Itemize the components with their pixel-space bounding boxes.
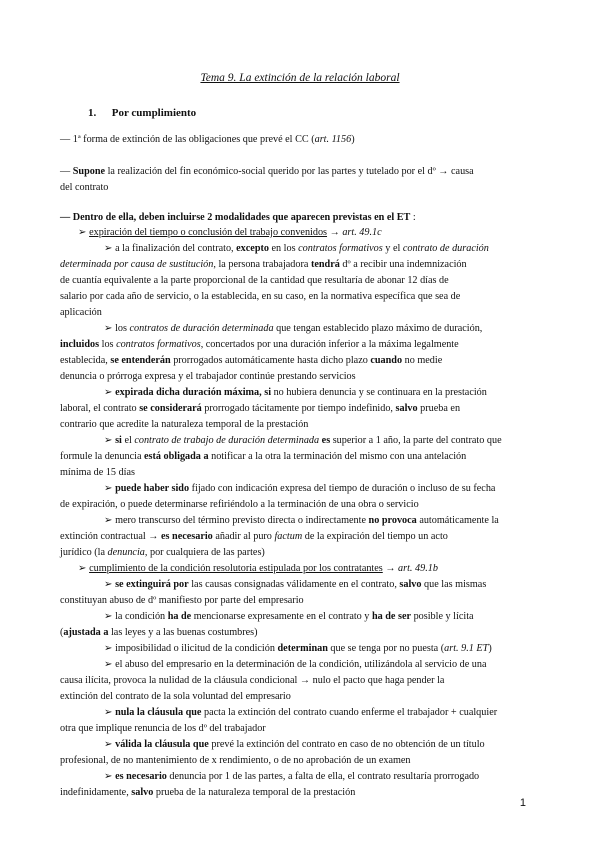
bullet-arrow-icon: ➢ xyxy=(78,227,90,238)
subbullet-si-contrato-l2 xyxy=(60,449,466,465)
subbullet-finalizacion xyxy=(104,241,489,257)
subbullet-contratos-l2 xyxy=(60,337,459,353)
text: ( xyxy=(60,627,64,638)
bold-term: determinan xyxy=(277,643,328,654)
subbullet-expirada-l3: contrario que acredite la naturaleza temporal de la prestación xyxy=(60,419,309,430)
paragraph-supone-cont: del contrato xyxy=(60,182,109,193)
text: formule la denuncia xyxy=(60,451,145,462)
text: las leyes y a las buenas costumbres) xyxy=(108,627,258,638)
subbullet-contratos xyxy=(104,321,482,337)
text: no hubiera denuncia y se continuara en la prestación xyxy=(271,387,487,398)
text: prorrogados automáticamente hasta dicho plazo xyxy=(170,355,371,366)
paragraph-modalidades xyxy=(60,210,416,226)
subbullet-puede-l2: de expiración, o puede determinarse refiriéndolo a la terminación de una obra o servicio xyxy=(60,499,419,510)
underlined-term: expiración del tiempo o conclusión del trabajo convenidos xyxy=(89,227,328,238)
subbullet-mero-l2 xyxy=(60,529,448,545)
subbullet-abuso-l2: causa ilícita, provoca la nulidad de la cláusula condicional → nulo el pacto que haga pender la xyxy=(60,675,445,686)
bold-term: si xyxy=(115,435,122,446)
subbullet-nula-l2: otra que implique renuncia de los dº del trabajador xyxy=(60,723,266,734)
bold-term: se considerará xyxy=(139,403,202,414)
text: posible y lícita xyxy=(411,611,474,622)
text: pacta la extinción del contrato cuando enferme el trabajador + cualquier xyxy=(201,707,498,718)
bold-term: nula la cláusula que xyxy=(115,707,202,718)
text: ) xyxy=(488,643,492,654)
text: : xyxy=(410,212,416,223)
bold-term: Supone xyxy=(72,166,106,177)
text: jurídico (la xyxy=(60,547,108,558)
bold-term: es necesario xyxy=(161,531,213,542)
article-ref: art. 49.1b xyxy=(398,563,438,574)
text: extinción contractual → xyxy=(60,531,161,542)
text: laboral, el contrato xyxy=(60,403,140,414)
bold-term: tendrá xyxy=(310,259,340,270)
text: prevé la extinción del contrato en caso de no obtención de un título xyxy=(208,739,485,750)
subbullet-contratos-l4: denuncia o prórroga expresa y el trabajador continúe prestando servicios xyxy=(60,371,356,382)
bold-term: salvo xyxy=(131,787,154,798)
text: la realización del fin económico-social querido por las partes y tutelado por el dº → causa xyxy=(105,166,474,177)
subbullet-extinguira-l2: constituyan abuso de dº manifiesto por parte del empresario xyxy=(60,595,304,606)
text: , por cualquiera de las partes) xyxy=(144,547,265,558)
text: prueba en xyxy=(417,403,461,414)
section-heading xyxy=(88,107,196,119)
bullet-condicion-resolutoria xyxy=(78,561,438,577)
text: , concertados por una duración inferior a la máxima legalmente xyxy=(200,339,459,350)
bold-term: cuando xyxy=(370,355,403,366)
text: de la expiración del tiempo un acto xyxy=(302,531,448,542)
text: ➢ xyxy=(104,739,116,750)
text: y el xyxy=(382,243,403,254)
bold-term: es necesario xyxy=(115,771,167,782)
bullet-arrow-icon: ➢ xyxy=(78,563,90,574)
text: , la persona trabajadora xyxy=(213,259,311,270)
text: ➢ la condición xyxy=(104,611,168,622)
italic-term: factum xyxy=(274,531,303,542)
subbullet-finalizacion-l3: de cuantía equivalente a la parte proporcional de la cantidad que resultaría de abonar 12 días de xyxy=(60,275,449,286)
section-number: 1. xyxy=(88,107,97,119)
text: dº a recibir una indemnización xyxy=(339,259,467,270)
article-ref: art. 49.1c xyxy=(342,227,382,238)
italic-term: determinada por causa de sustitución xyxy=(60,259,214,270)
text: ➢ xyxy=(104,579,116,590)
bold-term: — Dentro de ella, deben incluirse 2 modalidades que aparecen previstas en el ET xyxy=(60,212,411,223)
text: indefinidamente, xyxy=(60,787,132,798)
subbullet-finalizacion-l5: aplicación xyxy=(60,307,102,318)
text: → xyxy=(382,563,399,574)
italic-term: contrato de trabajo de duración determinada xyxy=(134,435,320,446)
text: → xyxy=(327,227,343,238)
bullet-expiracion xyxy=(78,225,382,241)
text: establecida, xyxy=(60,355,111,366)
subbullet-es-necesario xyxy=(104,769,479,785)
bold-term: excepto xyxy=(236,243,269,254)
bold-term: válida la cláusula que xyxy=(115,739,209,750)
subbullet-abuso-l3: extinción del contrato de la sola voluntad del empresario xyxy=(60,691,291,702)
bold-term: salvo xyxy=(395,403,418,414)
bold-term: está obligada a xyxy=(144,451,209,462)
italic-term: contratos de duración determinada xyxy=(129,323,274,334)
text: que tengan establecido plazo máximo de duración, xyxy=(273,323,483,334)
text: ➢ xyxy=(104,387,116,398)
text: ➢ los xyxy=(104,323,130,334)
text: ➢ xyxy=(104,435,116,446)
subbullet-es-necesario-l2 xyxy=(60,785,355,801)
italic-term: contrato de duración xyxy=(402,243,489,254)
subbullet-condicion-l2 xyxy=(60,625,258,641)
text: mencionarse expresamente en el contrato y xyxy=(191,611,372,622)
bold-term: es xyxy=(321,435,331,446)
text: denuncia por 1 de las partes, a falta de ella, el contrato resultaría prorrogado xyxy=(166,771,480,782)
italic-term: contratos formativos xyxy=(298,243,383,254)
underlined-term: cumplimiento de la condición resolutoria estipulada por los contratantes xyxy=(89,563,383,574)
text: ➢ xyxy=(104,707,116,718)
bold-term: ajustada a xyxy=(63,627,109,638)
text: ➢ xyxy=(104,483,116,494)
bold-term: se entenderán xyxy=(110,355,171,366)
text: ) xyxy=(351,134,355,145)
text: — xyxy=(60,166,73,177)
paragraph-supone xyxy=(60,164,474,180)
text: prueba de la naturaleza temporal de la prestación xyxy=(153,787,356,798)
text: no medie xyxy=(402,355,443,366)
subbullet-si-contrato-l3: mínima de 15 días xyxy=(60,467,135,478)
text: automáticamente la xyxy=(416,515,499,526)
subbullet-expirada xyxy=(104,385,487,401)
text: superior a 1 año, la parte del contrato que xyxy=(330,435,502,446)
subbullet-expirada-l2 xyxy=(60,401,460,417)
text: en los xyxy=(268,243,299,254)
subbullet-finalizacion-l4: salario por cada año de servicio, o la establecida, en su caso, en la normativa específica que sea de xyxy=(60,291,461,302)
subbullet-mero xyxy=(104,513,499,529)
page-title: Tema 9. La extinción de la relación laboral xyxy=(200,72,400,84)
subbullet-mero-l3 xyxy=(60,545,265,561)
text: prorrogado tácitamente por tiempo indefinido, xyxy=(201,403,396,414)
subbullet-nula xyxy=(104,705,497,721)
bold-term: ha de ser xyxy=(371,611,412,622)
text: que las mismas xyxy=(421,579,487,590)
subbullet-valida-l2: profesional, de no mantenimiento de x rendimiento, o de no aprobación de un examen xyxy=(60,755,411,766)
bold-term: salvo xyxy=(399,579,422,590)
italic-term: contratos formativos xyxy=(116,339,201,350)
text: el xyxy=(121,435,135,446)
text: — 1ª forma de extinción de las obligaciones que prevé el CC ( xyxy=(60,134,315,145)
subbullet-si-contrato xyxy=(104,433,502,449)
article-ref: art. 9.1 ET xyxy=(444,643,489,654)
bold-term: ha de xyxy=(167,611,192,622)
subbullet-puede xyxy=(104,481,495,497)
paragraph-first-form xyxy=(60,132,355,148)
subbullet-contratos-l3 xyxy=(60,353,442,369)
text: que se tenga por no puesta ( xyxy=(327,643,445,654)
bold-term: se extinguirá por xyxy=(115,579,189,590)
text: las causas consignadas válidamente en el contrato, xyxy=(188,579,400,590)
text: fijado con indicación expresa del tiempo de duración o incluso de su fecha xyxy=(189,483,496,494)
bold-term: incluidos xyxy=(60,339,100,350)
bold-term: puede haber sido xyxy=(115,483,190,494)
text: los xyxy=(99,339,117,350)
bold-term: expirada dicha duración máxima, si xyxy=(115,387,272,398)
subbullet-condicion xyxy=(104,609,474,625)
italic-term: denuncia xyxy=(107,547,145,558)
page-number: 1 xyxy=(519,797,526,809)
bold-term: no provoca xyxy=(368,515,417,526)
text: ➢ imposibilidad o ilicitud de la condición xyxy=(104,643,278,654)
text: ➢ mero transcurso del término previsto directa o indirectamente xyxy=(104,515,369,526)
subbullet-imposibilidad xyxy=(104,641,492,657)
subbullet-extinguira xyxy=(104,577,486,593)
text: ➢ xyxy=(104,771,116,782)
subbullet-abuso: ➢ el abuso del empresario en la determinación de la condición, utilizándola al servicio de una xyxy=(104,659,487,670)
subbullet-finalizacion-l2 xyxy=(60,257,467,273)
section-title: Por cumplimiento xyxy=(111,107,197,119)
text: ➢ a la finalización del contrato, xyxy=(104,243,237,254)
text: añadir al puro xyxy=(212,531,275,542)
article-ref: art. 1156 xyxy=(314,134,352,145)
subbullet-valida xyxy=(104,737,485,753)
text: notificar a la otra la terminación del mismo con una antelación xyxy=(208,451,467,462)
